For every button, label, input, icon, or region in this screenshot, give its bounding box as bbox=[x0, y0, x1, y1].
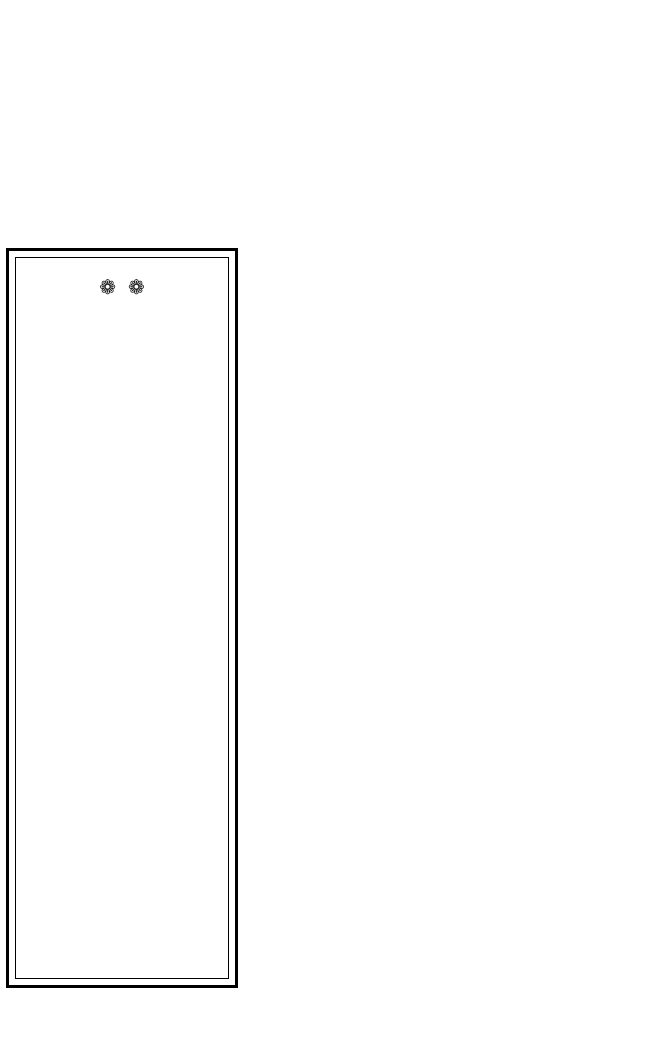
poem-signature bbox=[24, 312, 220, 344]
text-line bbox=[6, 1000, 644, 1032]
ornament-icon: ❁ bbox=[99, 275, 116, 299]
poem-inner-frame bbox=[15, 257, 229, 979]
poem-title bbox=[24, 266, 220, 306]
poem-box bbox=[6, 248, 238, 988]
ornament-icon: ❁ bbox=[128, 275, 145, 299]
article-last-line bbox=[6, 1000, 644, 1032]
